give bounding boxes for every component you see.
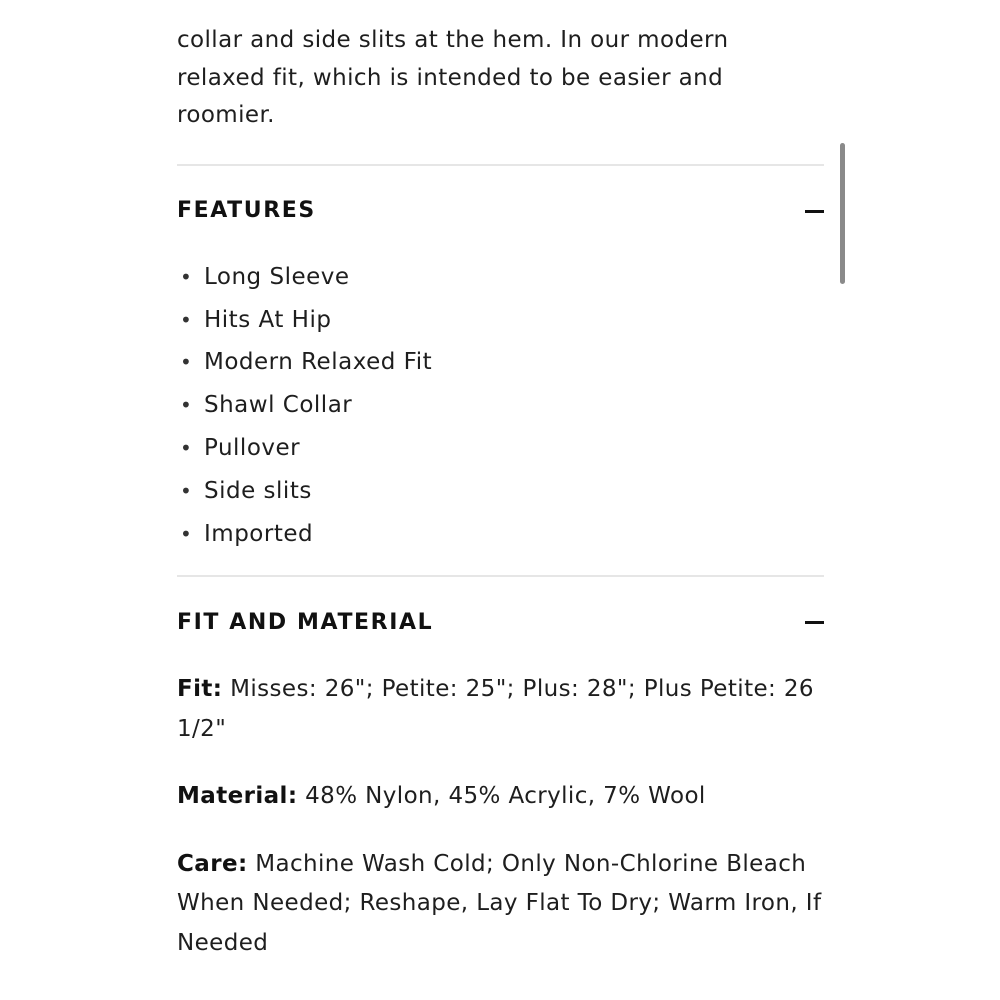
feature-label: Imported xyxy=(204,520,314,547)
collapse-minus-icon[interactable] xyxy=(805,200,824,222)
material-spec xyxy=(177,777,824,817)
features-title: FEATURES xyxy=(177,198,316,223)
fit-and-material-title: FIT AND MATERIAL xyxy=(177,609,434,635)
feature-label: Hits At Hip xyxy=(204,306,332,333)
bullet-icon: • xyxy=(180,478,193,503)
product-description: collar and side slits at the hem. In our modern relaxed fit, which is intended to be easier and roomier. xyxy=(177,27,729,128)
features-list xyxy=(177,256,824,576)
list-item xyxy=(177,427,824,470)
feature-label: Modern Relaxed Fit xyxy=(204,349,433,376)
feature-label: Side slits xyxy=(204,477,312,504)
list-item xyxy=(177,512,824,555)
care-value: Machine Wash Cold; Only Non-Chlorine Bleach When Needed; Reshape, Lay Flat To Dry; Warm Iron, If Needed xyxy=(177,850,822,956)
list-item xyxy=(177,384,824,427)
product-details xyxy=(177,0,824,963)
bullet-icon: • xyxy=(180,436,193,461)
collapse-minus-icon[interactable] xyxy=(805,611,824,633)
list-item xyxy=(177,469,824,512)
bullet-icon: • xyxy=(180,350,193,375)
material-value: 48% Nylon, 45% Acrylic, 7% Wool xyxy=(297,783,706,810)
bullet-icon: • xyxy=(180,393,193,418)
feature-label: Pullover xyxy=(204,435,301,462)
list-item xyxy=(177,256,824,299)
features-header[interactable] xyxy=(177,166,824,256)
fit-value: Misses: 26"; Petite: 25"; Plus: 28"; Plus Petite: 26 1/2" xyxy=(177,676,814,742)
fit-label: Fit: xyxy=(177,676,223,703)
bullet-icon: • xyxy=(180,521,193,546)
fit-and-material-header[interactable] xyxy=(177,577,824,667)
care-spec xyxy=(177,845,824,964)
bullet-icon: • xyxy=(180,264,193,289)
bullet-icon: • xyxy=(180,307,193,332)
features-section xyxy=(177,166,824,576)
feature-label: Long Sleeve xyxy=(204,263,350,290)
fit-spec xyxy=(177,667,824,749)
scrollbar-thumb[interactable] xyxy=(840,143,845,284)
list-item xyxy=(177,298,824,341)
material-label: Material: xyxy=(177,783,298,810)
care-label: Care: xyxy=(177,850,248,877)
feature-label: Shawl Collar xyxy=(204,392,353,419)
list-item xyxy=(177,341,824,384)
fit-and-material-section xyxy=(177,577,824,963)
